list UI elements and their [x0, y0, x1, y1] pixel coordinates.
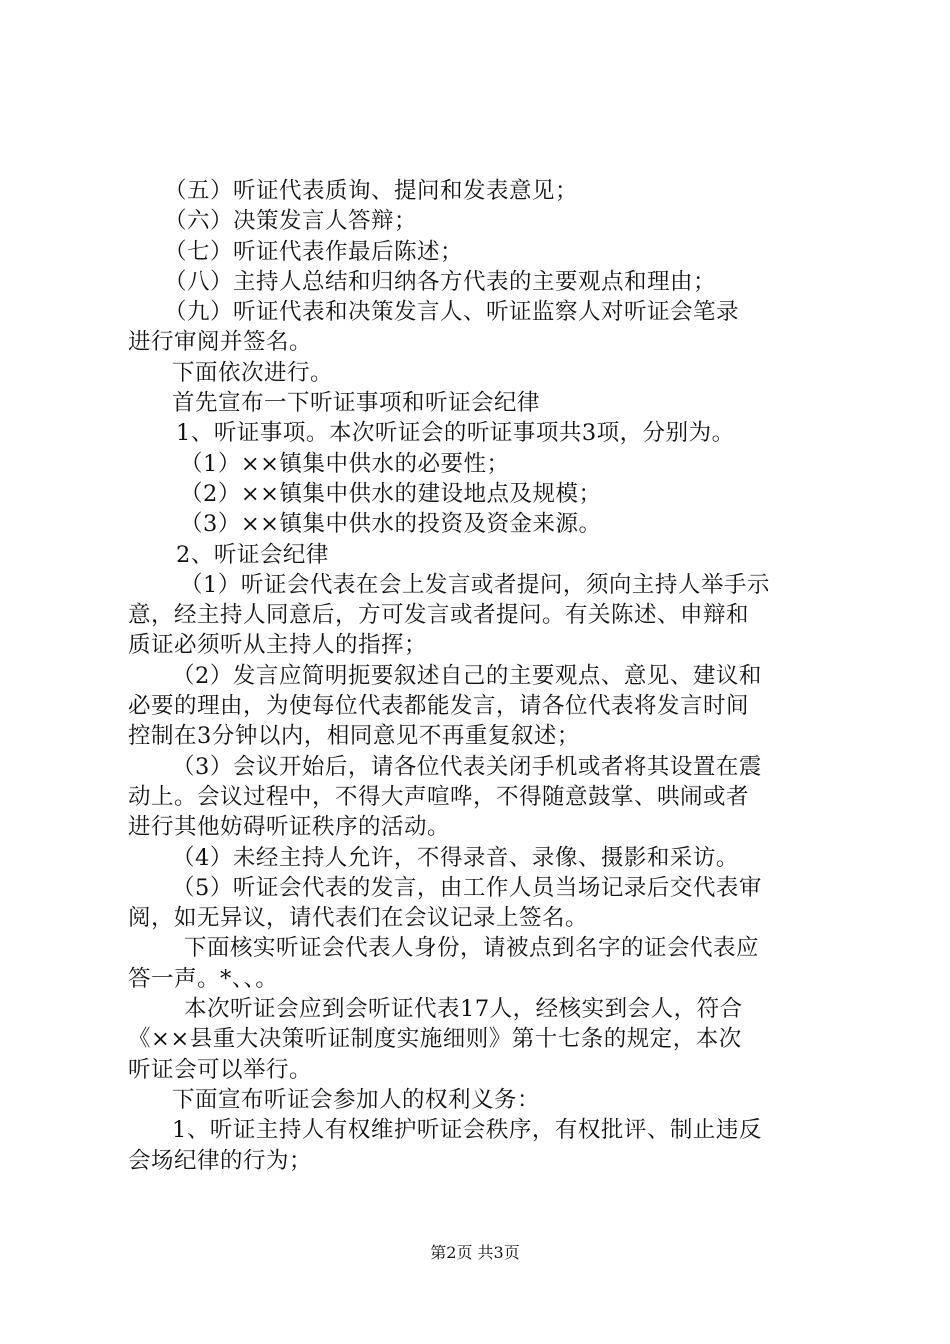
- text-line: 1、听证事项。本次听证会的听证事项共3项，分别为。: [176, 420, 735, 447]
- text-line: 本次听证会应到会听证代表17人，经核实到会人，符合: [184, 996, 743, 1023]
- text-line: （4）未经主持人允许，不得录音、录像、摄影和采访。: [172, 844, 739, 871]
- text-line: （2）发言应简明扼要叙述自己的主要观点、意见、建议和: [172, 662, 762, 689]
- text-line: 会场纪律的行为；: [128, 1147, 313, 1174]
- text-line: （1）听证会代表在会上发言或者提问，须向主持人举手示: [180, 571, 770, 598]
- text-line: 进行审阅并签名。: [128, 329, 313, 356]
- text-line: 2、听证会纪律: [176, 541, 329, 568]
- text-line: 下面宣布听证会参加人的权利义务：: [172, 1086, 541, 1113]
- text-line: （八）主持人总结和归纳各方代表的主要观点和理由；: [164, 268, 717, 295]
- text-line: 首先宣布一下听证事项和听证会纪律: [172, 390, 541, 417]
- text-line: 动上。会议过程中，不得大声喧哗，不得随意鼓掌、哄闹或者: [128, 783, 750, 810]
- text-line: 听证会可以举行。: [128, 1056, 313, 1083]
- page-footer: 第2页 共3页: [430, 1243, 520, 1262]
- text-line: 下面核实听证会代表人身份，请被点到名字的证会代表应: [184, 935, 760, 962]
- text-line: （3）会议开始后，请各位代表关闭手机或者将其设置在震: [172, 753, 762, 780]
- text-line: 质证必须听从主持人的指挥；: [128, 632, 428, 659]
- text-line: 进行其他妨碍听证秩序的活动。: [128, 814, 451, 841]
- text-line: 阅，如无异议，请代表们在会议记录上签名。: [128, 905, 589, 932]
- text-line: （5）听证会代表的发言，由工作人员当场记录后交代表审: [172, 874, 762, 901]
- text-line: 意，经主持人同意后，方可发言或者提问。有关陈述、申辩和: [128, 602, 750, 629]
- text-line: （五）听证代表质询、提问和发表意见；: [164, 178, 579, 204]
- text-line: （2）××镇集中供水的建设地点及规模；: [180, 480, 602, 507]
- text-line: （七）听证代表作最后陈述；: [164, 238, 464, 265]
- text-line: 控制在3分钟以内，相同意见不再重复叙述；: [128, 723, 580, 750]
- text-line: 必要的理由，为使每位代表都能发言，请各位代表将发言时间: [128, 693, 750, 720]
- text-line: （3）××镇集中供水的投资及资金来源。: [180, 511, 602, 538]
- text-line: 下面依次进行。: [172, 359, 334, 386]
- text-line: 《××县重大决策听证制度实施细则》第十七条的规定，本次: [128, 1026, 742, 1053]
- text-line: 1、听证主持人有权维护听证会秩序，有权批评、制止违反: [172, 1117, 762, 1144]
- text-line: （九）听证代表和决策发言人、听证监察人对听证会笔录: [164, 299, 740, 326]
- document-body: [128, 176, 833, 1176]
- text-line: （六）决策发言人答辩；: [164, 208, 418, 235]
- text-line: 答一声。*、、。: [128, 965, 279, 992]
- text-line: （1）××镇集中供水的必要性；: [180, 450, 510, 477]
